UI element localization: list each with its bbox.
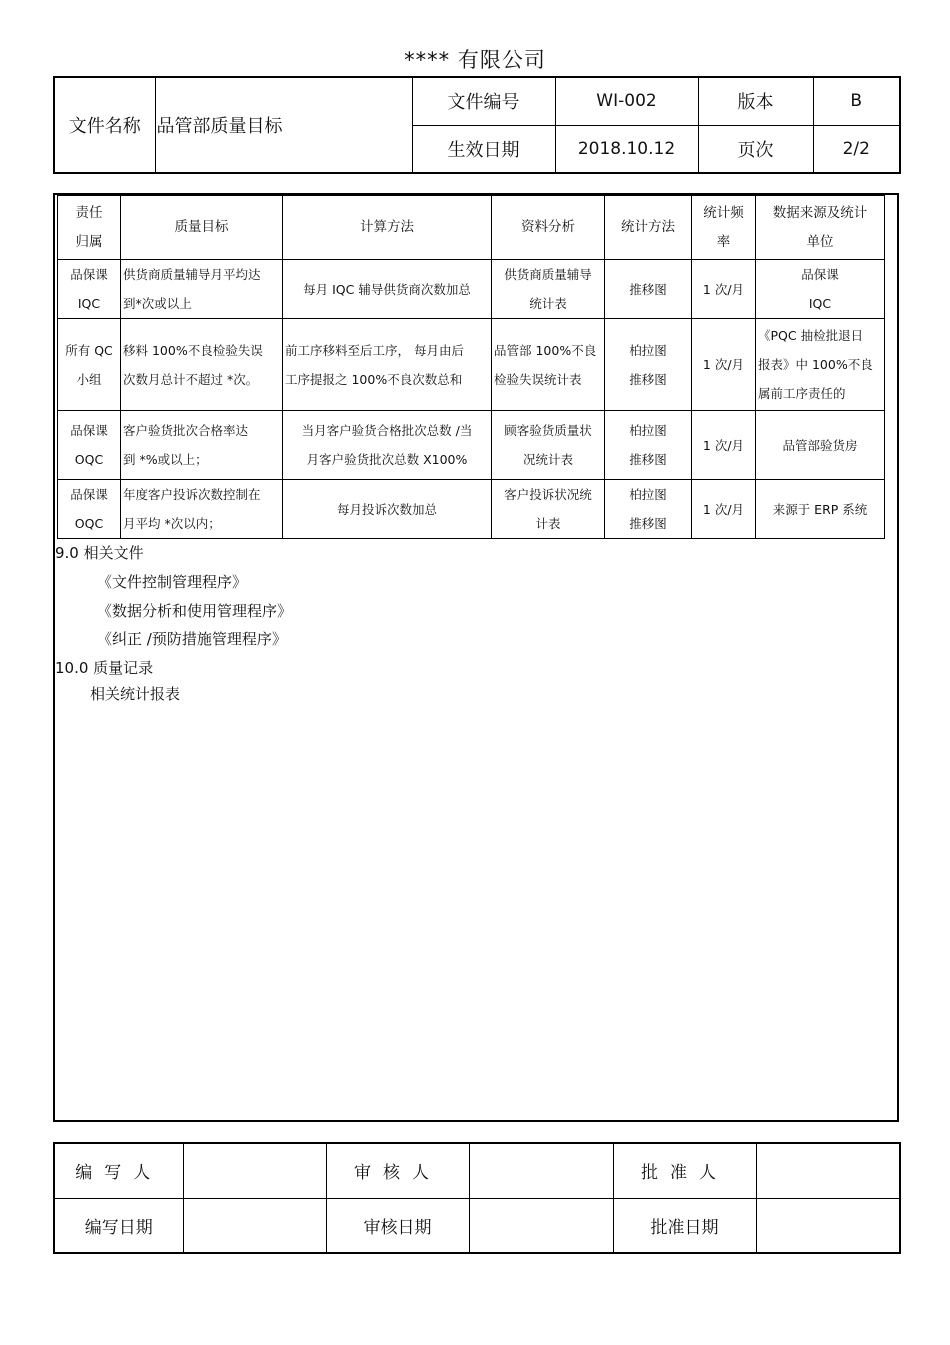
document-header-table [53,76,901,174]
write-date-field[interactable] [183,1198,326,1253]
table-cell [605,411,692,480]
cell-line: 当月客户验货合格批次总数 /当 [301,423,473,438]
cell-line: 每月投诉次数加总 [336,501,437,517]
writer-field[interactable] [183,1143,326,1198]
cell-line: IQC [77,296,101,311]
table-cell [492,319,605,411]
cell-line: 统计方法 [621,219,675,235]
table-cell [121,411,283,480]
table-cell [492,260,605,319]
cell-line: 移料 100%不良检验失误 [123,342,263,358]
table-cell [492,411,605,480]
cell-line: 品管部 100%不良 [494,342,597,358]
signoff-table [53,1142,901,1254]
page-value: 2/2 [813,125,900,173]
writer-label: 编写人 [54,1143,183,1198]
version-label: 版本 [698,77,813,125]
cell-line: 品保课 [70,267,108,282]
cell-line: 1 次/月 [702,437,745,453]
table-cell [121,319,283,411]
cell-line: 次数月总计不超过 *次。 [123,371,259,387]
table-cell [58,480,121,539]
table-cell [692,319,756,411]
table-cell [692,480,756,539]
file-no-label: 文件编号 [412,77,555,125]
cell-line: 品管部验货房 [782,437,858,453]
cell-line: 柏拉图 [629,423,667,438]
cell-line: OQC [74,516,104,531]
approve-date-field[interactable] [756,1198,900,1253]
table-header-row [58,196,885,260]
file-name-value: 品管部质量目标 [155,77,412,173]
related-doc-item: 《数据分析和使用管理程序》 [97,602,293,620]
effective-date-label: 生效日期 [412,125,555,173]
cell-line: 到*次或以上 [123,296,192,311]
cell-line: 供货商质量辅导 [504,267,592,282]
cell-line: 1 次/月 [702,281,745,297]
table-cell [756,480,885,539]
table-cell [121,260,283,319]
reviewer-label: 审核人 [326,1143,469,1198]
cell-line: 单位 [806,233,834,250]
cell-line: 属前工序责任的 [758,386,846,401]
company-title: **** 有限公司 [404,48,546,72]
review-date-label: 审核日期 [326,1198,469,1253]
cell-line: 年度客户投诉次数控制在 [123,487,261,502]
cell-line: OQC [74,452,104,467]
column-header [58,196,121,260]
cell-line: 率 [716,233,731,250]
table-row [58,260,885,319]
cell-line: 检验失误统计表 [494,371,582,387]
cell-line: 报表》中 100%不良 [758,357,873,372]
cell-line: 质量目标 [174,219,229,235]
cell-line: 所有 QC [65,342,113,358]
table-cell [756,319,885,411]
cell-line: 工序提报之 100%不良次数总和 [285,371,463,387]
table-row [58,319,885,411]
cell-line: 统计表 [529,296,567,311]
column-header [492,196,605,260]
quality-records-heading: 10.0 质量记录 [55,659,154,677]
file-no-value: WI-002 [555,77,698,125]
approver-field[interactable] [756,1143,900,1198]
cell-line: 《PQC 抽检批退日 [758,328,864,343]
table-cell [58,411,121,480]
table-cell [283,319,492,411]
cell-line: 小组 [76,371,102,387]
cell-line: 品保课 [70,423,108,438]
cell-line: 责任 [75,204,103,221]
cell-line: 月客户验货批次总数 X100% [306,452,468,467]
table-cell [756,260,885,319]
column-header [692,196,756,260]
table-cell [121,480,283,539]
related-doc-item: 《文件控制管理程序》 [97,573,248,591]
table-cell [692,411,756,480]
column-header [756,196,885,260]
table-cell [283,260,492,319]
table-row [58,411,885,480]
cell-line: 到 *%或以上； [123,452,208,467]
table-cell [492,480,605,539]
cell-line: 归属 [75,233,103,250]
table-cell [605,480,692,539]
cell-line: 推移图 [629,281,667,297]
table-cell [605,319,692,411]
column-header [605,196,692,260]
quality-goals-table [57,195,885,539]
write-date-label: 编写日期 [54,1198,183,1253]
table-row [58,480,885,539]
cell-line: 1 次/月 [702,357,745,372]
cell-line: 每月 IQC 辅导供货商次数加总 [303,281,471,297]
table-cell [283,411,492,480]
cell-line: 数据来源及统计 [772,204,868,221]
review-date-field[interactable] [469,1198,613,1253]
table-cell [605,260,692,319]
cell-line: 月平均 *次以内； [123,516,221,531]
table-cell [756,411,885,480]
effective-date-value: 2018.10.12 [555,125,698,173]
cell-line: 顾客验货质量状 [504,423,592,438]
table-cell [58,319,121,411]
column-header [121,196,283,260]
file-name-label: 文件名称 [54,77,155,173]
table-cell [58,260,121,319]
cell-line: 1 次/月 [702,501,745,517]
reviewer-field[interactable] [469,1143,613,1198]
cell-line: 柏拉图 [629,342,667,358]
page-label: 页次 [698,125,813,173]
cell-line: 供货商质量辅导月平均达 [123,267,261,282]
approve-date-label: 批准日期 [613,1198,756,1253]
version-value: B [813,77,900,125]
cell-line: 客户验货批次合格率达 [123,423,249,438]
cell-line: 计算方法 [360,219,414,235]
cell-line: IQC [808,296,832,311]
cell-line: 况统计表 [522,452,573,467]
cell-line: 推移图 [629,371,667,387]
cell-line: 前工序移料至后工序， 每月由后 [285,342,464,358]
related-docs-heading: 9.0 相关文件 [55,544,144,562]
cell-line: 推移图 [629,452,667,467]
quality-record-item: 相关统计报表 [90,685,181,703]
cell-line: 资料分析 [521,219,575,235]
cell-line: 统计频 [703,204,744,221]
column-header [283,196,492,260]
cell-line: 推移图 [629,516,667,531]
related-doc-item: 《纠正 /预防措施管理程序》 [97,630,287,648]
cell-line: 来源于 ERP 系统 [772,501,868,517]
table-cell [692,260,756,319]
approver-label: 批准人 [613,1143,756,1198]
cell-line: 计表 [535,516,561,531]
cell-line: 客户投诉状况统 [504,487,592,502]
cell-line: 品保课 [801,267,839,282]
cell-line: 柏拉图 [629,487,667,502]
table-cell [283,480,492,539]
cell-line: 品保课 [70,487,108,502]
